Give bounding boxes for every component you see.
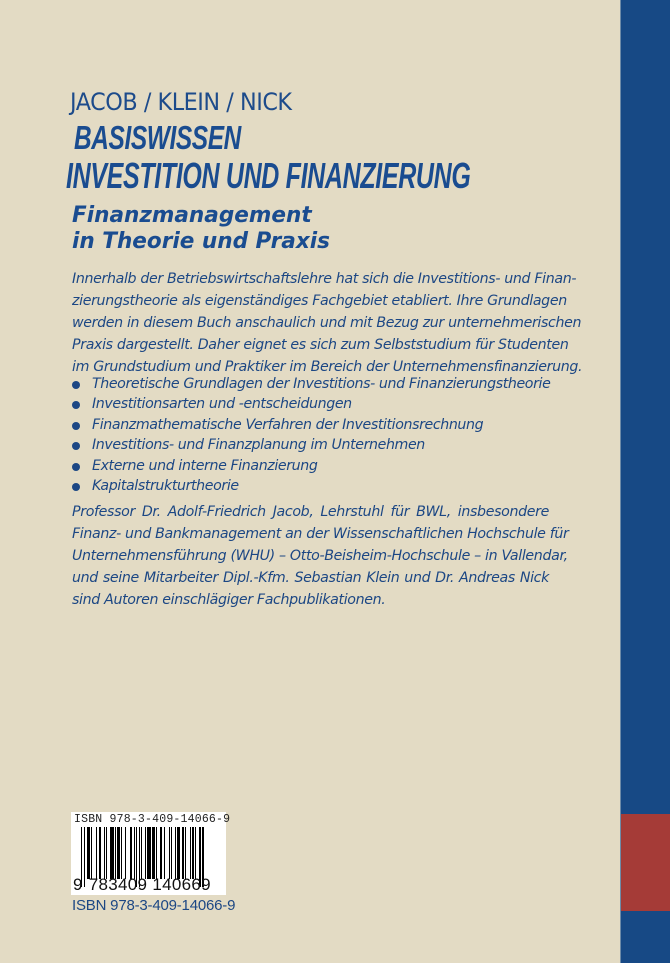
barcode-digits	[73, 875, 225, 894]
intro-line: werden in diesem Buch anschaulich und mit Bezug zur unternehmerischen	[72, 315, 582, 331]
about-authors-paragraph	[72, 501, 569, 611]
title-line-1: BASISWISSEN	[74, 119, 241, 156]
title-line-2: INVESTITION UND FINANZIERUNG	[66, 155, 471, 196]
intro-line: Innerhalb der Betriebswirtschaftslehre hat sich die Investitions- und Finan-	[72, 271, 577, 287]
topic-item	[72, 394, 550, 414]
intro-line: Praxis dargestellt. Daher eignet es sich zum Selbststudium für Studenten	[72, 337, 569, 353]
topic-item	[72, 415, 550, 435]
barcode-bars-icon	[81, 827, 221, 879]
topic-label: Kapitalstrukturtheorie	[92, 477, 239, 494]
topic-item	[72, 435, 550, 455]
barcode-lead-digit: 9	[73, 875, 83, 894]
topic-label: Investitionsarten und -entscheidungen	[92, 396, 352, 413]
topic-label: Theoretische Grundlagen der Investitions- und Finanzierungstheorie	[92, 376, 551, 392]
barcode-isbn-label: ISBN 978-3-409-14066-9	[74, 813, 231, 826]
topics-list	[72, 374, 550, 496]
subtitle-line-1: Finanzmanagement	[72, 203, 312, 228]
bullet-icon	[72, 442, 80, 450]
bullet-icon	[72, 401, 80, 409]
about-authors-line: und seine Mitarbeiter Dipl.-Kfm. Sebastian Klein und Dr. Andreas Nick	[72, 570, 549, 586]
authors-line: JACOB / KLEIN / NICK	[70, 88, 292, 116]
bullet-icon	[72, 463, 80, 471]
topic-label: Finanzmathematische Verfahren der Investitionsrechnung	[92, 416, 484, 433]
isbn-text: ISBN 978-3-409-14066-9	[72, 897, 236, 914]
intro-paragraph	[72, 268, 583, 378]
red-spine-band	[621, 814, 670, 911]
bullet-icon	[72, 422, 80, 430]
intro-line: zierungstheorie als eigenständiges Fachgebiet etabliert. Ihre Grundlagen	[72, 293, 567, 309]
topic-label: Externe und interne Finanzierung	[92, 457, 318, 474]
about-authors-line: Professor Dr. Adolf-Friedrich Jacob, Lehrstuhl für BWL, insbesondere	[72, 504, 549, 520]
intro-line: im Grundstudium und Praktiker im Bereich der Unternehmensfinanzierung.	[72, 359, 583, 375]
about-authors-line: Finanz- und Bankmanagement an der Wissenschaftlichen Hochschule für	[72, 526, 569, 542]
topic-label: Investitions- und Finanzplanung im Unternehmen	[92, 437, 425, 454]
barcode-digit-groups: 783409 140669	[88, 875, 211, 894]
topic-item	[72, 456, 550, 476]
bullet-icon	[72, 381, 80, 389]
isbn-barcode	[71, 812, 231, 895]
bullet-icon	[72, 483, 80, 491]
subtitle-line-2: in Theorie und Praxis	[72, 229, 330, 254]
about-authors-line: sind Autoren einschlägiger Fachpublikationen.	[72, 592, 386, 608]
topic-item	[72, 374, 550, 394]
topic-item	[72, 476, 550, 496]
subtitle	[72, 203, 330, 255]
about-authors-line: Unternehmensführung (WHU) – Otto-Beisheim-Hochschule – in Vallendar,	[72, 548, 568, 564]
